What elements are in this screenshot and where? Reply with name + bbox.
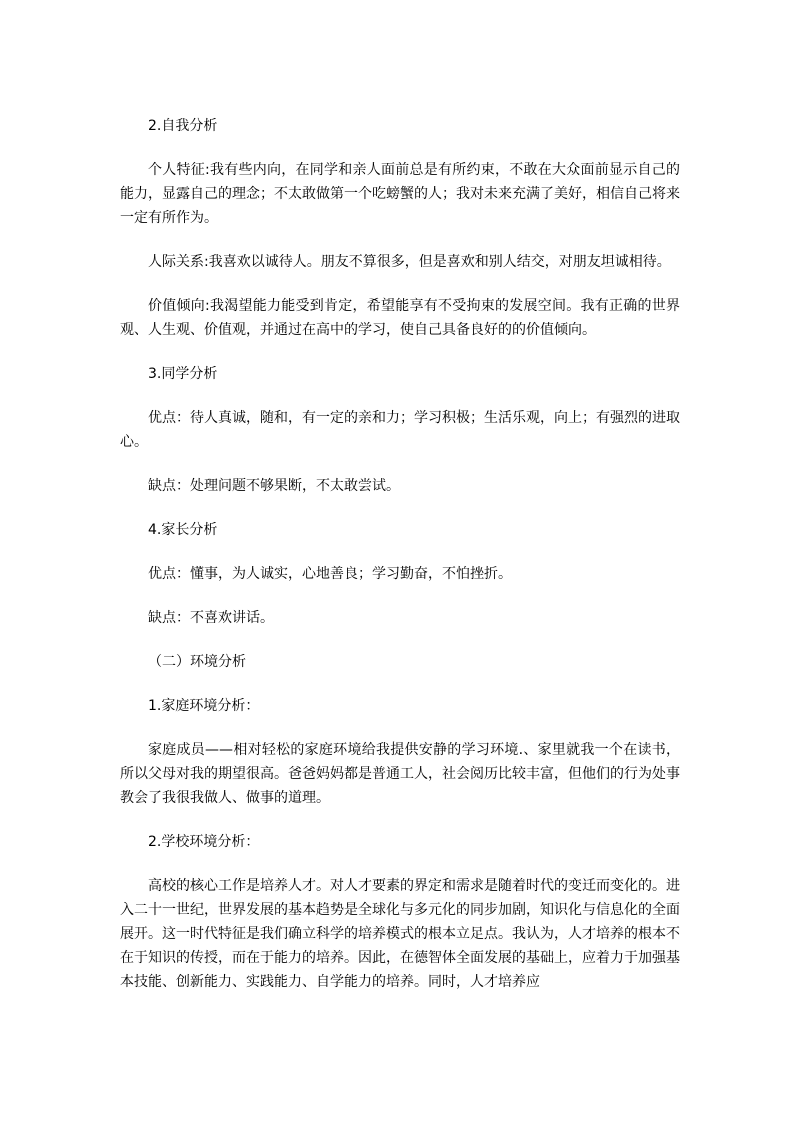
- section-heading-environment: （二）环境分析: [148, 654, 246, 670]
- paragraph-classmate-strengths: 优点：待人真诚，随和，有一定的亲和力；学习积极；生活乐观，向上；有强烈的进取心。: [120, 410, 680, 450]
- paragraph-family-environment: 家庭成员——相对轻松的家庭环境给我提供安静的学习环境.、家里就我一个在读书，所以父母对我的期望很高。爸爸妈妈都是普通工人，社会阅历比较丰富，但他们的行为处事教会了我很我做人、做事的道理。: [120, 742, 680, 806]
- paragraph-values: 价值倾向:我渴望能力能受到肯定，希望能享有不受拘束的发展空间。我有正确的世界观、人生观、价值观，并通过在高中的学习，使自己具备良好的的价值倾向。: [120, 298, 680, 338]
- paragraph-school-environment: 高校的核心工作是培养人才。对人才要素的界定和需求是随着时代的变迁而变化的。进入二十一世纪，世界发展的基本趋势是全球化与多元化的同步加剧，知识化与信息化的全面展开。这一时代特征是我们确立科学的培养模式的根本立足点。我认为，人才培养的根本不在于知识的传授，而在于能力的培养。因此，在德智体全面发展的基础上，应着力于加强基本技能、创新能力、实践能力、自学能力的培养。同时，人才培养应: [120, 878, 680, 990]
- paragraph-parent-strengths: 优点：懂事，为人诚实，心地善良；学习勤奋，不怕挫折。: [148, 566, 512, 582]
- section-heading-school-environment: 2.学校环境分析：: [148, 834, 260, 850]
- section-heading-self-analysis: 2.自我分析: [148, 118, 218, 134]
- paragraph-interpersonal: 人际关系:我喜欢以诚待人。朋友不算很多，但是喜欢和别人结交，对朋友坦诚相待。: [148, 254, 671, 270]
- document-page: [120, 114, 680, 1014]
- section-heading-classmate-analysis: 3.同学分析: [148, 366, 218, 382]
- section-heading-family-environment: 1.家庭环境分析：: [148, 698, 260, 714]
- paragraph-parent-weaknesses: 缺点：不喜欢讲话。: [148, 610, 274, 626]
- section-heading-parent-analysis: 4.家长分析: [148, 522, 218, 538]
- paragraph-personal-traits: 个人特征:我有些内向，在同学和亲人面前总是有所约束，不敢在大众面前显示自己的能力，显露自己的理念；不太敢做第一个吃螃蟹的人；我对未来充满了美好，相信自己将来一定有所作为。: [120, 162, 680, 226]
- paragraph-classmate-weaknesses: 缺点：处理问题不够果断，不太敢尝试。: [148, 478, 400, 494]
